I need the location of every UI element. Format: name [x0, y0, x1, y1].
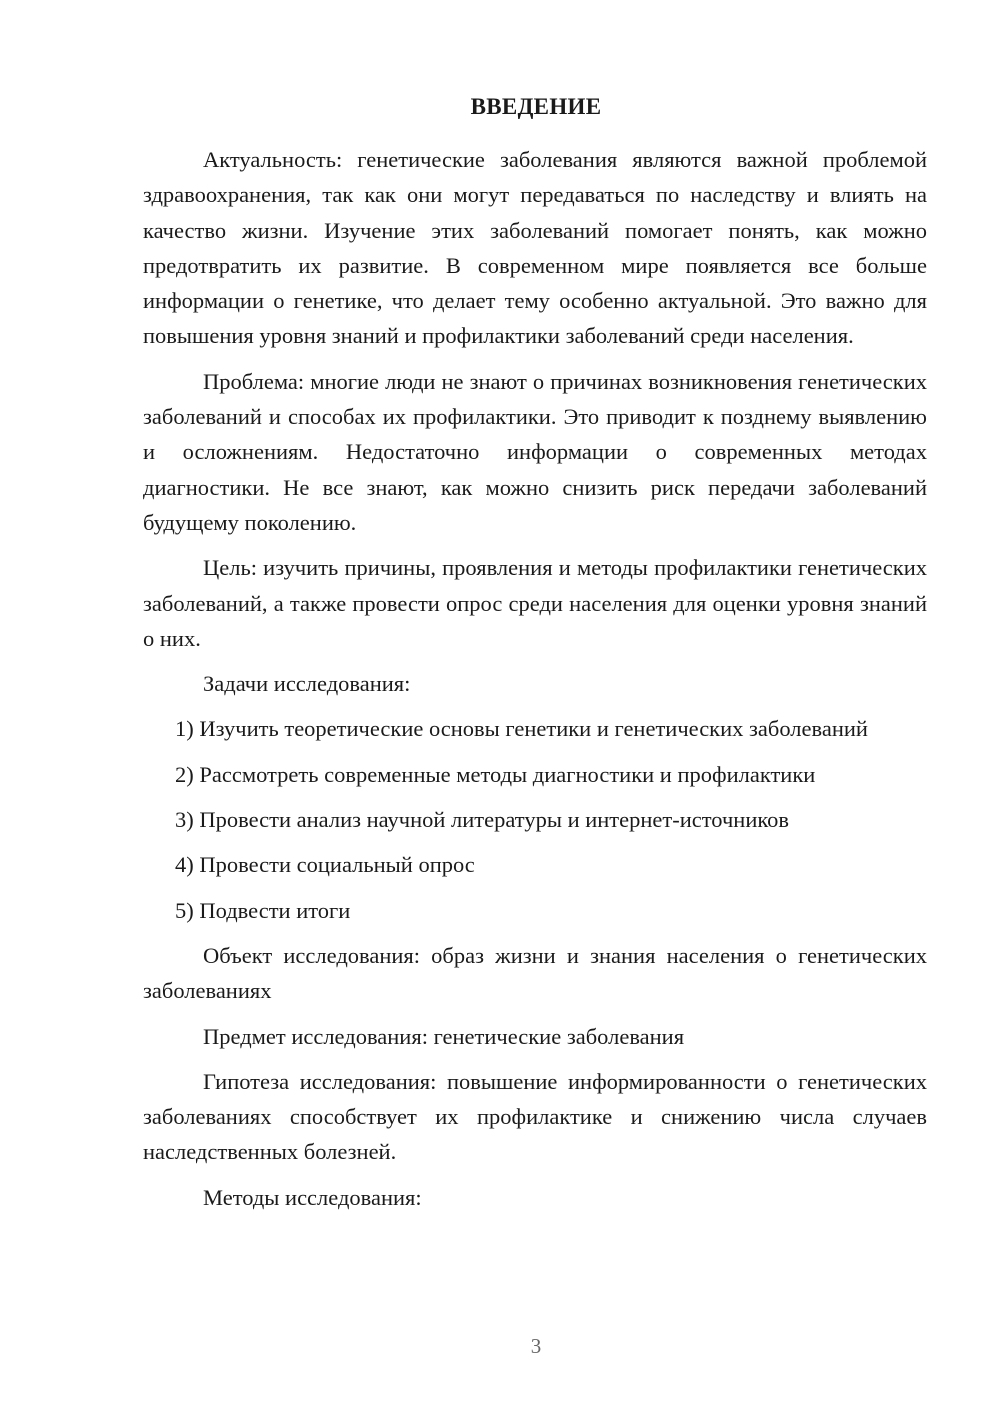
paragraph-relevance: Актуальность: генетические заболевания являются важной проблемой здравоохранения, так как они могут передаваться по наследству и влиять на качество жизни. Изучение этих заболеваний помогает понять, как можно предотвратить их развитие. В современном мире появляется все больше информации о генетике, что делает тему особенно актуальной. Это важно для повышения уровня знаний и профилактики заболеваний среди населения.: [143, 147, 927, 349]
list-item: 3) Провести анализ научной литературы и интернет-источников: [175, 807, 790, 833]
paragraph-problem: Проблема: многие люди не знают о причинах возникновения генетических заболеваний и способах их профилактики. Это приводит к позднему выявлению и осложнениям. Недостаточно информации о современных методах диагностики. Не все знают, как можно снизить риск передачи заболеваний будущему поколению.: [143, 368, 927, 535]
list-item: 2) Рассмотреть современные методы диагностики и профилактики: [175, 761, 816, 787]
paragraph-methods: Методы исследования:: [203, 1184, 422, 1210]
paragraph-hypothesis: Гипотеза исследования: повышение информированности о генетических заболеваниях способствует их профилактике и снижению числа случаев наследственных болезней.: [143, 1068, 927, 1165]
page-number: 3: [530, 1334, 542, 1358]
section-title: ВВЕДЕНИЕ: [470, 94, 602, 119]
tasks-list: [143, 711, 927, 927]
paragraph-goal: Цель: изучить причины, проявления и методы профилактики генетических заболеваний, а также провести опрос среди населения для оценки уровня знаний о них.: [143, 555, 927, 651]
list-item: 5) Подвести итоги: [175, 897, 351, 923]
paragraph-subject: Предмет исследования: генетические заболевания: [203, 1023, 685, 1049]
body-text: [143, 142, 927, 1215]
paragraph-tasks-heading: Задачи исследования:: [203, 671, 411, 697]
list-item: 4) Провести социальный опрос: [175, 852, 475, 878]
list-item: 1) Изучить теоретические основы генетики и генетических заболеваний: [175, 716, 868, 742]
paragraph-object: Объект исследования: образ жизни и знания населения о генетических заболеваниях: [143, 942, 927, 1004]
